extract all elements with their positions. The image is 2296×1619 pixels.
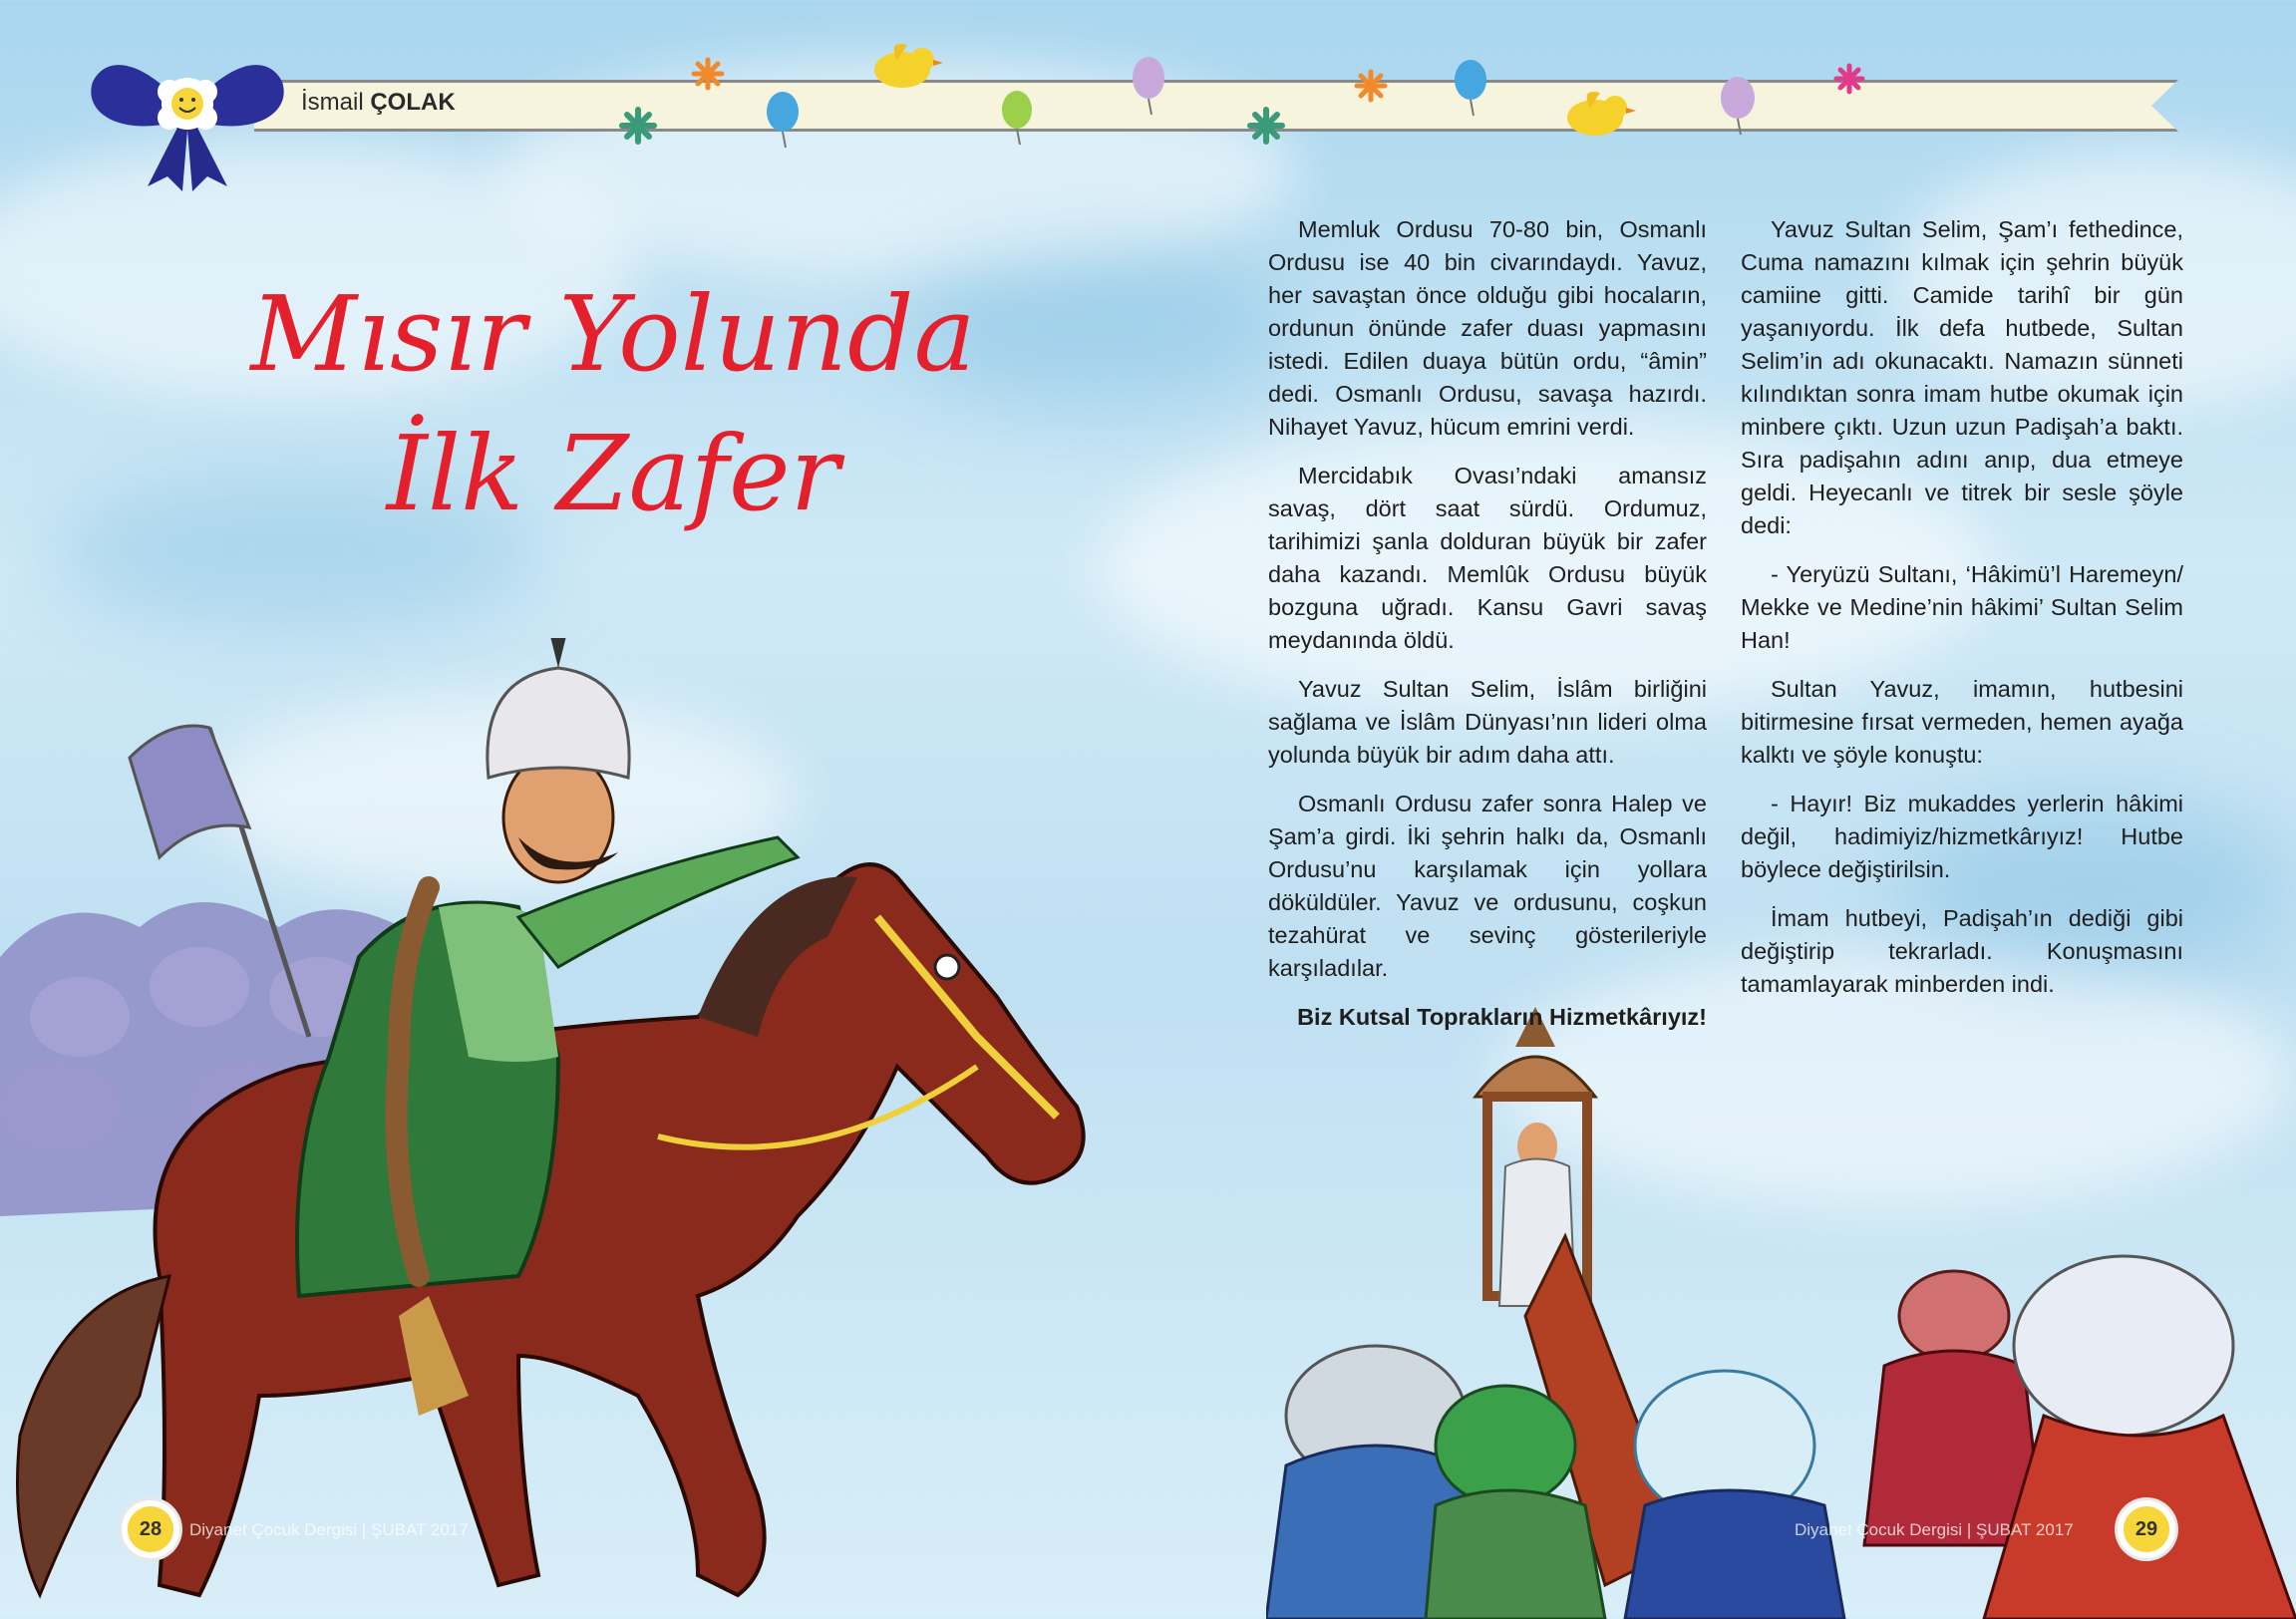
author-name [301,89,456,117]
balloon-icon [1002,91,1032,145]
decorations [598,30,1894,160]
paragraph: Sultan Yavuz, imamın, hutbesini bitirmesine fırsat vermeden, hemen ayağa kalktı ve şöyle konuştu: [1741,676,2183,768]
balloon-icon [767,92,799,148]
author-last-name: ÇOLAK [370,89,456,116]
sultan-on-horse-illustration [0,638,1176,1619]
balloon-icon [1133,57,1164,115]
balloon-icon [1721,77,1755,135]
text-column-left [1268,213,1707,1050]
paragraph: - Hayır! Biz mukaddes yerlerin hâkimi değil, hadimiyiz/hizmetkârıyız! Hutbe böylece değiştirilsin. [1741,791,2183,882]
bird-icon [1567,92,1636,136]
bird-icon [874,44,943,88]
footer-text-right: Diyanet Çocuk Dergisi | ŞUBAT 2017 [1795,1520,2074,1539]
bow-icon [88,42,287,191]
asterisk-flower-icon [694,60,722,88]
paragraph: Yavuz Sultan Selim, Şam’ı fethedince, Cuma namazını kılmak için şehrin büyük camiine gitti. Camide tarihî bir gün yaşanıyordu. İlk defa hutbede, Sultan Selim’in adı okunacaktı. Namazın sünneti kılındıktan sonra imam hutbe okumak için minbere çıktı. Uzun uzun Padişah’a baktı. Sıra padişahın adını anıp, dua etmeye geldi. Heyecanlı ve titrek bir sesle şöyle dedi: [1741,216,2183,538]
paragraph: - Yeryüzü Sultanı, ‘Hâkimü’l Haremeyn/ Mekke ve Medine’nin hâkimi’ Sultan Selim Han! [1741,561,2183,653]
author-first-name: İsmail [301,89,364,116]
text-column-right [1741,213,2183,1017]
paragraph: Mercidabık Ovası’ndaki amansız savaş, dört saat sürdü. Ordumuz, tarihimizi şanla dolduran büyük bir zafer daha kazandı. Memlûk Ordusu büyük bozguna uğradı. Kansu Gavri savaş meydanında öldü. [1268,463,1707,653]
page-number-right: 29 [2118,1500,2175,1558]
asterisk-flower-icon [622,110,654,142]
asterisk-flower-icon [1357,72,1385,100]
title-line-2: İlk Zafer [386,413,840,534]
section-subheading: Biz Kutsal Toprakların Hizmetkârıyız! [1297,1004,1707,1030]
paragraph: Yavuz Sultan Selim, İslâm birliğini sağlama ve İslâm Dünyası’nın lideri olma yolunda büyük bir adım daha attı. [1268,676,1707,768]
page-title [234,264,992,543]
title-line-1: Mısır Yolunda [250,273,976,395]
paragraph: Memluk Ordusu 70-80 bin, Osmanlı Ordusu ise 40 bin civarındaydı. Yavuz, her savaştan önce olduğu gibi hocaların, ordunun önünde zafer duası yapmasını istedi. Edilen duaya bütün ordu, “âmin” dedi. Osmanlı Ordusu, savaşa hazırdı. Nihayet Yavuz, hücum emrini verdi. [1268,216,1707,440]
asterisk-flower-icon [1836,66,1862,92]
paragraph: İmam hutbeyi, Padişah’ın dediği gibi değiştirip tekrarladı. Konuşmasını tamamlayarak minberden indi. [1741,905,2183,997]
page-number-left: 28 [122,1500,179,1558]
balloon-icon [1455,60,1486,116]
smiley-flower-icon [158,78,217,130]
paragraph: Osmanlı Ordusu zafer sonra Halep ve Şam’a girdi. İki şehrin halkı da, Osmanlı Ordusu’nu karşılamak için yollara döküldüler. Yavuz ve ordusunu, coşkun tezahürat ve sevinç gösterileriyle karşıladılar. [1268,791,1707,981]
footer-text-left: Diyanet Çocuk Dergisi | ŞUBAT 2017 [189,1520,469,1539]
asterisk-flower-icon [1250,110,1282,142]
